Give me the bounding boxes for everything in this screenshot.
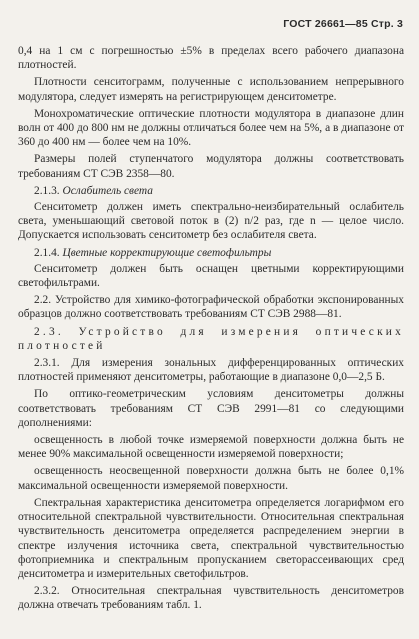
paragraph-sensitogram-density: Плотности сенситограмм, полученные с использованием непрерывного модулятора, следует измерять на регистрирующем денситометре. [18,76,404,103]
paragraph-monochromatic-density: Монохроматические оптические плотности модулятора в диапазоне длин волн от 400 до 800 нм не должны отличаться более чем на 5%, а в диапазоне от 360 до 400 нм — более чем на 10%. [18,107,404,149]
paragraph-field-sizes: Размеры полей ступенчатого модулятора должны соответствовать требованиям СТ СЭВ 2358—80. [18,153,404,180]
paragraph-illuminance-min: освещенность в любой точке измеряемой поверхности должна быть не менее 90% максимальной освещенности измеряемой поверхности; [18,434,404,461]
paragraph-spectral-characteristic: Спектральная характеристика денситометра определяется логарифмом его относительной спектральной чувствительности. Относительная спектральная чувствительность денситометра определяется распределением энергии в спектре излучения источника света, спектральной чувствительностью фотоприемника и спектральным пропусканием светорассеивающих сред денситометра и измерительных светофильтров. [18,496,404,580]
section-title: Ослабитель света [62,184,153,197]
page-header: ГОСТ 26661—85 Стр. 3 [283,18,403,30]
section-number: 2.1.3. [34,184,60,197]
paragraph-2-2: 2.2. Устройство для химико-фотографической обработки экспонированных образцов должно соответствовать требованиям СТ СЭВ 2988—81. [18,294,404,321]
paragraph-2-3-2: 2.3.2. Относительная спектральная чувствительность денситометров должна отвечать требованиям табл. 1. [18,585,404,612]
paragraph-2-3-1: 2.3.1. Для измерения зональных дифференцированных оптических плотностей применяют денситометры, работающие в диапазоне 0,0—2,5 Б. [18,357,404,384]
section-number: 2.1.4. [34,246,60,259]
paragraph-illuminance-unlit: освещенность неосвещенной поверхности должна быть не более 0,1% максимальной освещенности измеряемой поверхности. [18,465,404,492]
page-body [18,44,404,616]
section-title: Цветные корректирующие светофильтры [62,246,272,259]
section-heading-2-1-3 [34,184,404,198]
paragraph-optical-geometric: По оптико-геометрическим условиям денситометры должны соответствовать требованиям СТ СЭВ 2991—81 со следующими дополнениями: [18,388,404,429]
paragraph-color-filters: Сенситометр должен быть оснащен цветными корректирующими светофильтрами. [18,262,404,290]
section-heading-2-1-4 [34,246,404,260]
section-heading-2-3: 2.3. Устройство для измерения оптических плотностей [18,325,404,352]
paragraph-light-attenuator: Сенситометр должен иметь спектрально-неизбирательный ослабитель света, уменьшающий световой поток в (2) n/2 раз, где n — целое число. Допускается использовать сенситометр без ослабителя света. [18,201,404,242]
paragraph-continuation: 0,4 на 1 см с погрешностью ±5% в пределах всего рабочего диапазона плотностей. [18,45,404,72]
